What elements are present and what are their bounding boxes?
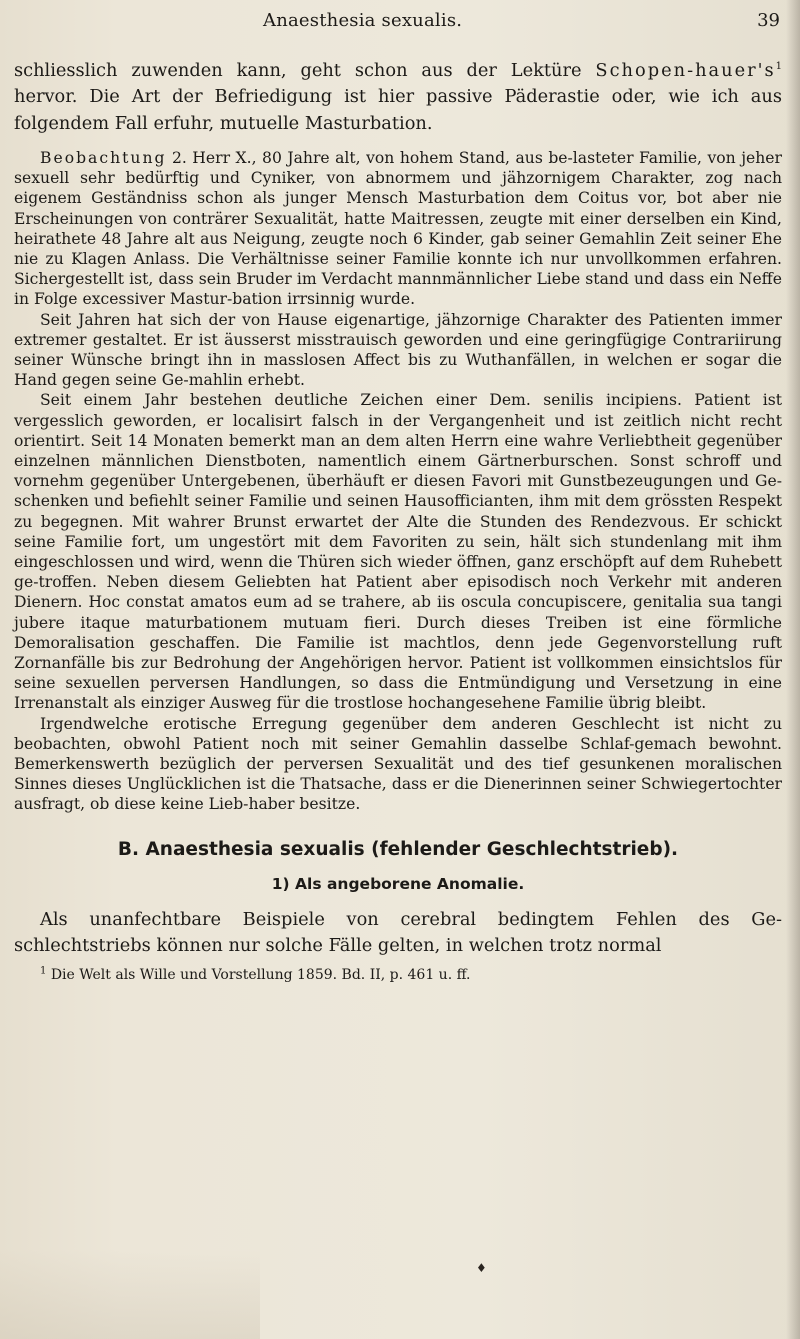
printer-mark: ♦ (476, 1261, 487, 1275)
footnote-marker: 1 (40, 965, 47, 977)
character-paragraph: Seit Jahren hat sich der von Hause eigenartige, jähzornige Charakter des Patienten immer extremer gestaltet. Er ist äusserst misstrauisch geworden und eine geringfügige Contrariirung seiner Wünsche bringt ihn in masslosen Affect bis zu Wuthanfällen, in welchen er sogar die Hand gegen seine Ge-mahlin erhebt. (14, 310, 782, 390)
section-heading: B. Anaesthesia sexualis (fehlender Geschlechtstrieb). (117, 838, 679, 860)
spacer (14, 815, 782, 837)
case-label: Beobachtung (40, 148, 167, 167)
footnote-reference: 1 (775, 61, 782, 73)
footnote (14, 965, 782, 985)
intro-paragraph (14, 58, 782, 137)
page-header (0, 10, 800, 40)
dementia-paragraph: Seit einem Jahr bestehen deutliche Zeichen einer Dem. senilis incipiens. Patient ist vergesslich geworden, er localisirt falsch in der Vergangenheit und ist zeitlich nicht recht orientirt. Seit 14 Monaten bemerkt man an dem alten Herrn eine wahre Verliebtheit gegenüber einzelnen männlichen Dienstboten, namentlich einem Gärtnerburschen. Sonst schroff und vornehm gegenüber Untergebenen, überhäuft er diesen Favori mit Gunstbezeugungen und Ge-schenken und befiehlt seiner Familie und seinen Hausofficianten, ihm mit dem grössten Respekt zu begegnen. Mit wahrer Brunst erwartet der Alte die Stunden des Rendezvous. Er schickt seine Familie fort, um ungestört mit dem Favoriten zu sein, hält sich stundenlang mit ihm eingeschlossen und wird, wenn die Thüren sich wieder öffnen, ganz erschöpft auf dem Ruhebett ge-troffen. Neben diesem Geliebten hat Patient aber episodisch noch Verkehr mit anderen Dienern. Hoc constat amatos eum ad se trahere, ab iis oscula concupiscere, genitalia sua tangi jubere itaque maturbationem mutuam fieri. Durch dieses Treiben ist eine förmliche Demoralisation geschaffen. Die Familie ist machtlos, denn jede Gegenvorstellung ruft Zornanfälle bis zur Bedrohung der Angehörigen hervor. Patient ist vollkommen einsichtslos für seine sexuellen perversen Handlungen, so dass die Entmündigung und Versetzung in eine Irrenanstalt als einziger Ausweg für die trostlose hochangesehene Familie übrig bleibt. (14, 391, 782, 713)
page-number: 39 (757, 10, 780, 31)
page-corner-shade (0, 1249, 260, 1339)
intro-text-end: hervor. Die Art der Befriedigung ist hier passive Päderastie oder, wie ich aus folgendem Fall erfuhr, mutuelle Masturbation. (14, 86, 782, 134)
case-report-paragraph (14, 148, 782, 310)
case-text: 2. Herr X., 80 Jahre alt, von hohem Stand, aus be-lasteter Familie, von jeher sexuell sehr bedürftig und Cyniker, von abnormem und jähzornigem Charakter, zog nach eigenem Geständniss schon als junger Mensch Masturbation dem Coitus vor, bot aber nie Erscheinungen von conträrer Sexualität, hatte Maitressen, zeugte mit einer derselben ein Kind, heirathete 48 Jahre alt aus Neigung, zeugte noch 6 Kinder, gab seiner Gemahlin Zeit seiner Ehe nie zu Klagen Anlass. Die Verhältnisse seiner Familie konnte ich nur unvollkommen erfahren. Sichergestellt ist, dass sein Bruder im Verdacht mannmännlicher Liebe stand und dass ein Neffe in Folge excessiver Mastur-bation irrsinnig wurde. (14, 148, 782, 309)
page-edge-shadow (786, 0, 800, 1339)
footnote-text: Die Welt als Wille und Vorstellung 1859. Bd. II, p. 461 u. ff. (46, 967, 471, 984)
author-name: Schopen-hauer's (595, 60, 776, 81)
running-title: Anaesthesia sexualis. (263, 10, 463, 31)
page-content (14, 58, 782, 985)
spacer (14, 137, 782, 148)
intro-text-start: schliesslich zuwenden kann, geht schon aus der Lektüre (14, 60, 596, 81)
closing-paragraph: Als unanfechtbare Beispiele von cerebral bedingtem Fehlen des Ge-schlechtstriebs können nur solche Fälle gelten, in welchen trotz normal (14, 908, 782, 956)
subsection-heading: 1) Als angeborene Anomalie. (271, 874, 525, 893)
erotic-excitement-paragraph: Irgendwelche erotische Erregung gegenüber dem anderen Geschlecht ist nicht zu beobachten, obwohl Patient noch mit seiner Gemahlin dasselbe Schlaf-gemach bewohnt. Bemerkenswerth bezüglich der perversen Sexualität und des tief gesunkenen moralischen Sinnes dieses Unglücklichen ist die Thatsache, dass er die Dienerinnen seiner Schwiegertochter ausfragt, ob diese keine Lieb-haber besitze. (14, 714, 782, 814)
